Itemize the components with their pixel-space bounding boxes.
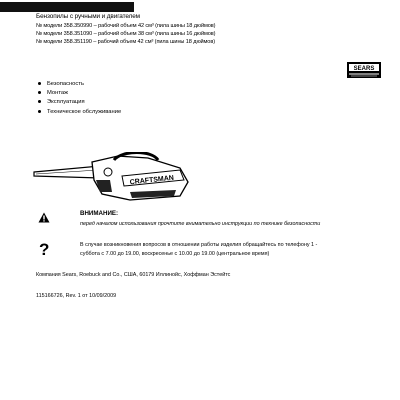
company-address: Компания Sears, Roebuck and Co., США, 60179 Иллинойс, Хоффман Эстейтс	[36, 272, 231, 278]
model-line: № модели 358.351090 – рабочий объем 38 см³ (пила шины 16 дюймов)	[36, 31, 216, 37]
toc-item: Эксплуатация	[38, 98, 121, 107]
toc-item: Техническое обслуживание	[38, 108, 121, 117]
model-line: № модели 358.350990 – рабочий объем 42 см³ (пила шины 18 дюймов)	[36, 23, 216, 29]
toc-item: Безопасность	[38, 80, 121, 89]
model-line: № модели 358.351190 – рабочий объем 42 см³ (пила шины 18 дюймов)	[36, 39, 215, 45]
document-number: 115166726, Rev. 1 от 10/09/2009	[36, 293, 117, 299]
svg-text:CRAFTSMAN: CRAFTSMAN	[129, 174, 175, 187]
title-banner	[0, 2, 134, 12]
warning-triangle-icon	[38, 212, 50, 223]
help-line: В случае возникновения вопросов в отношении работы изделия обращайтесь по телефону 1 -	[80, 242, 318, 248]
warning-text: перед началом использования прочтите внимательно инструкции по технике безопасности	[80, 221, 321, 227]
table-of-contents	[38, 80, 121, 117]
toc-item: Монтаж	[38, 89, 121, 98]
model-list	[36, 22, 215, 46]
warning-title: ВНИМАНИЕ:	[80, 210, 119, 217]
help-line: суббота с 7.00 до 19.00, воскресенье с 10.00 до 19.00 (центральное время)	[80, 251, 270, 257]
question-mark-icon: ?	[39, 240, 50, 259]
help-text	[80, 241, 400, 259]
sears-logo-icon	[347, 62, 381, 78]
product-title: Бензопилы с ручными и двигателем	[36, 13, 140, 20]
chainsaw-icon	[30, 152, 195, 204]
svg-text:SEARS: SEARS	[353, 66, 375, 72]
